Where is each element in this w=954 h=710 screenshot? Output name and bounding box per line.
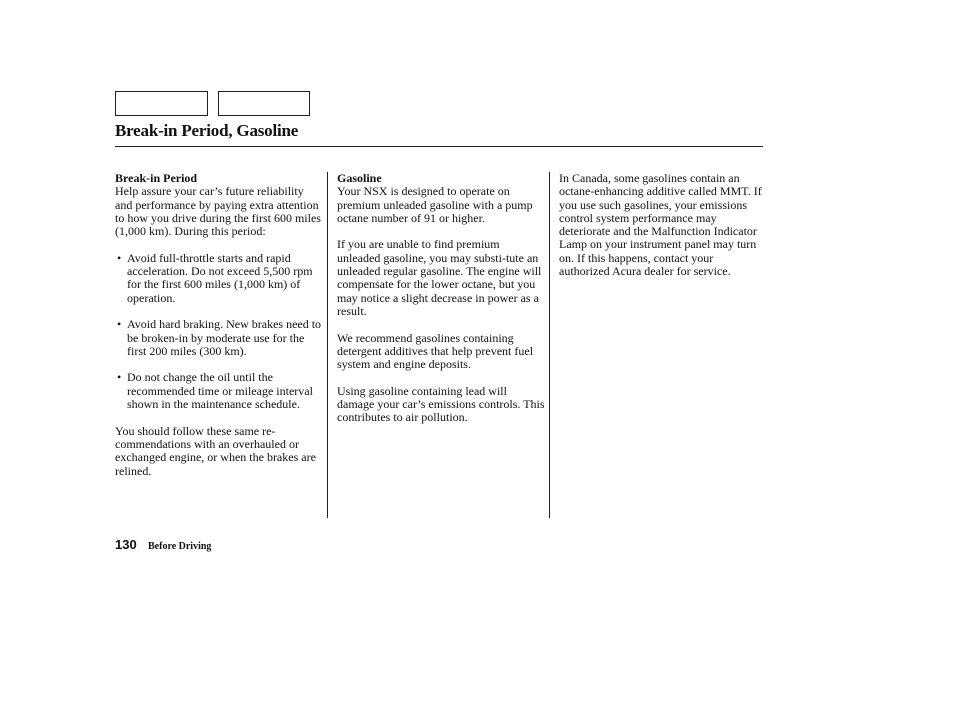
section-name: Before Driving	[148, 541, 212, 552]
nav-tab-box-2[interactable]	[218, 91, 310, 116]
gasoline-paragraph-4: Using gasoline containing lead will damage your car’s emissions controls. This contributes to air pollution.	[337, 383, 545, 425]
section-heading-gasoline: Gasoline	[337, 171, 382, 185]
page-title: Break-in Period, Gasoline	[115, 121, 299, 140]
bullet-text: Do not change the oil until the recommended time or mileage interval shown in the maintenance schedule.	[127, 370, 313, 412]
bullet-icon: •	[117, 370, 122, 385]
bullet-text: Avoid hard braking. New brakes need to be broken-in by moderate use for the first 200 miles (300 km).	[127, 317, 322, 358]
column-divider	[327, 172, 328, 518]
gasoline-paragraph-3: We recommend gasolines containing detergent additives that help prevent fuel system and engine deposits.	[337, 330, 534, 372]
column-canada	[559, 172, 763, 278]
break-in-intro: Help assure your car’s future reliability and performance by paying extra attention to how you drive during the first 600 miles (1,000 km). During this period:	[115, 184, 321, 239]
bullet-icon: •	[117, 317, 122, 332]
nav-tab-box-1[interactable]	[115, 91, 208, 116]
column-divider	[549, 172, 550, 518]
column-break-in	[115, 172, 323, 478]
break-in-outro: You should follow these same re-commendations with an overhauled or exchanged engine, or when the brakes are relined.	[115, 423, 316, 478]
canada-paragraph: In Canada, some gasolines contain an octane-enhancing additive called MMT. If you use such gasolines, your emissions control system performance may deteriorate and the Malfunction Indicator Lamp on your instrument panel may turn on. If this happens, contact your authorized Acura dealer for service.	[559, 171, 762, 279]
section-heading-break-in: Break-in Period	[115, 171, 198, 185]
title-rule	[115, 146, 763, 147]
gasoline-paragraph-1: Your NSX is designed to operate on premium unleaded gasoline with a pump octane number of 91 or higher.	[337, 184, 533, 225]
page-number: 130	[115, 537, 137, 552]
gasoline-paragraph-2: If you are unable to find premium unleaded gasoline, you may substi-tute an unleaded regular gasoline. The engine will compensate for the lower octane, but you may notice a slight decrease in power as a result.	[337, 237, 542, 318]
bullet-text: Avoid full-throttle starts and rapid acceleration. Do not exceed 5,500 rpm for the first 600 miles (1,000 km) of operation.	[127, 250, 313, 305]
bullet-item-braking	[115, 318, 323, 358]
bullet-item-oil	[115, 371, 323, 411]
column-gasoline	[337, 172, 545, 425]
bullet-icon: •	[117, 250, 122, 265]
bullet-item-throttle	[115, 252, 323, 305]
